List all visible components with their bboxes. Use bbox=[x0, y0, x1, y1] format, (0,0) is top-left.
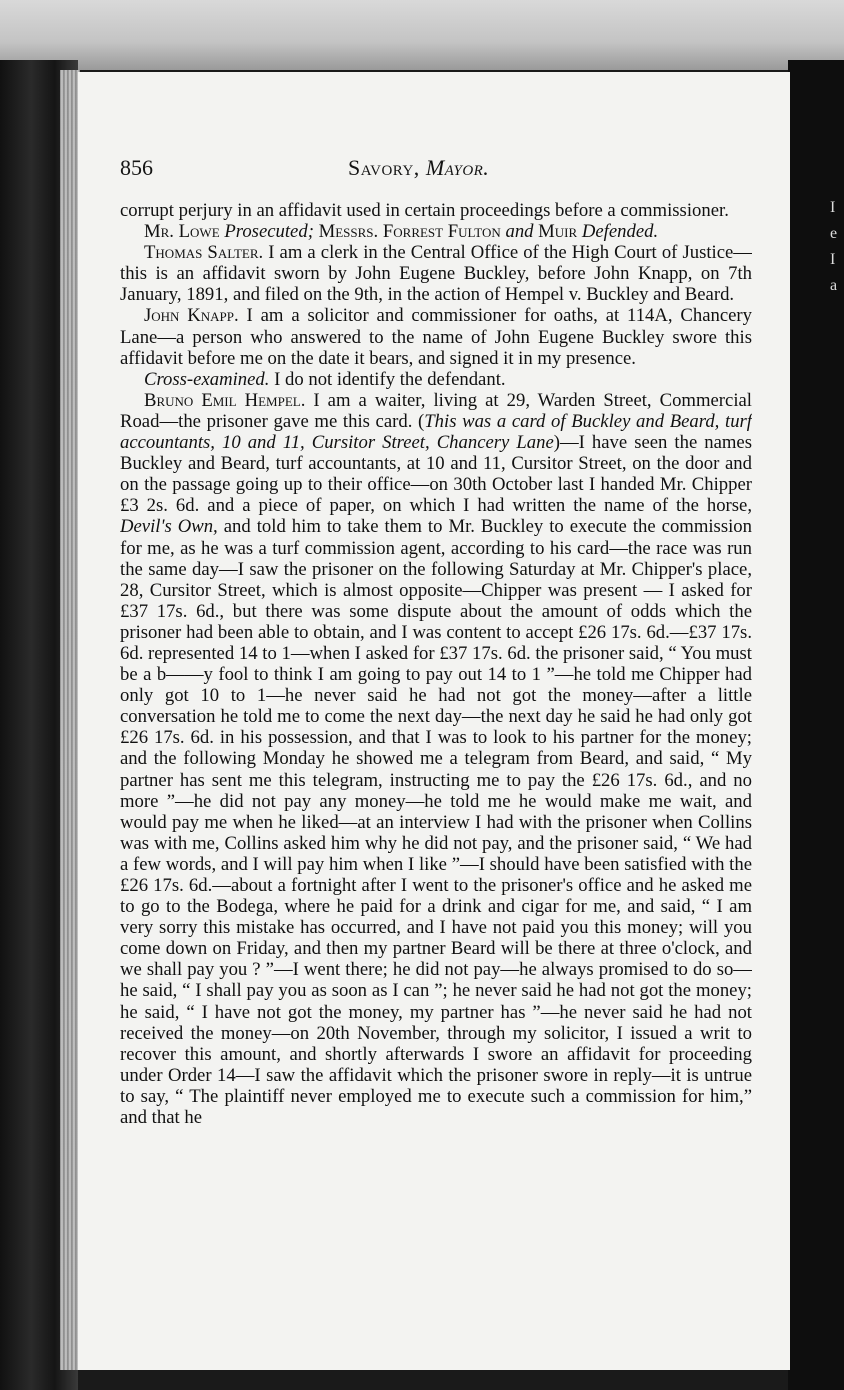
body-text bbox=[120, 200, 752, 1320]
defence-counsel-1: Messrs. Forrest Fulton bbox=[318, 221, 501, 243]
title-name: Savory, bbox=[348, 155, 420, 180]
hempel-testimony-b: )—I have seen the names Buckley and Beard, turf accountants, at 10 and 11, Cursitor Street, on the door and on the passage going up to their office—on 30th October last I handed Mr. Chipper £3 2s. 6d. and a piece of paper, on which I had written the name of the horse, bbox=[120, 432, 752, 517]
scan-background-top bbox=[0, 0, 844, 70]
card-description: This was a card of Buckley and Beard, turf accountants, 10 and 11, Cursitor Street, Chancery Lane bbox=[120, 410, 752, 454]
horse-name: Devil's Own, bbox=[120, 516, 218, 538]
running-head bbox=[120, 155, 760, 185]
witness-name-hempel: Bruno Emil Hempel. bbox=[144, 389, 306, 411]
witness-name-knapp: John Knapp. bbox=[144, 305, 239, 327]
hempel-testimony-a: I am a waiter, living at 29, Warden Street, Commercial Road—the prisoner gave me this card. ( bbox=[120, 389, 752, 432]
and-word: and bbox=[505, 221, 534, 243]
defended-label: Defended. bbox=[581, 221, 659, 243]
witness-name-salter: Thomas Salter. bbox=[144, 242, 264, 264]
salter-testimony: I am a clerk in the Central Office of the High Court of Justice—this is an affidavit sworn by John Eugene Buckley, before John Knapp, on 7th January, 1891, and filed on the 9th, in the action of Hempel v. Buckley and Beard. bbox=[120, 242, 752, 306]
fragment-letter: e bbox=[830, 225, 838, 242]
title-role: Mayor. bbox=[425, 155, 490, 180]
page-stack-edge bbox=[60, 70, 80, 1370]
fragment-letter: I bbox=[830, 199, 836, 216]
fragment-letter: a bbox=[830, 277, 838, 294]
paragraph-knapp bbox=[120, 305, 752, 368]
cross-examined-text: I do not identify the defendant. bbox=[269, 368, 506, 390]
paragraph-counsel bbox=[120, 221, 752, 242]
page-title bbox=[348, 155, 489, 181]
paragraph-hempel bbox=[120, 390, 752, 1128]
defence-counsel-2: Muir bbox=[538, 221, 578, 243]
prosecuted-label: Prosecuted; bbox=[224, 221, 314, 243]
paragraph-salter bbox=[120, 242, 752, 305]
fragment-letter: I bbox=[830, 251, 836, 268]
prosecution-counsel: Mr. Lowe bbox=[144, 221, 220, 243]
knapp-testimony: I am a solicitor and commissioner for oaths, at 114A, Chancery Lane—a person who answered to the name of John Eugene Buckley swore this affidavit before me on the date it bears, and signed it in my presence. bbox=[120, 305, 752, 369]
hempel-testimony-c: and told him to take them to Mr. Buckley to execute the commission for me, as he was a turf commission agent, according to his card—the race was run the same day—I saw the prisoner on the following Saturday at Mr. Chipper's place, 28, Cursitor Street, which is almost opposite—Chipper was present — I asked for £37 17s. 6d., but there was some dispute about the amount of odds which the prisoner had been able to obtain, and I was content to accept £26 17s. 6d.—£37 17s. 6d. represented 14 to 1—when I asked for £37 17s. 6d. the prisoner said, “ You must be a b——y fool to think I am going to pay out 14 to 1 ”—he told me Chipper had only got 10 to 1—he never said he had not got the money—after a little conversation he told me to come the next day—the next day he said he had only got £26 17s. 6d. in his possession, and that I was to look to his partner for the money; and the following Monday he showed me a telegram from Beard, and said, “ My partner has sent me this telegram, instructing me to pay the £26 17s. 6d., and no more ”—he did not pay any money—he told me he would make me wait, and would pay me when he liked—at an interview I had with the prisoner when Collins was with me, Collins asked him why he did not pay, and the prisoner said, “ We had a few words, and I will pay him when I like ”—I should have been satisfied with the £26 17s. 6d.—about a fortnight after I went to the prisoner's office and he asked me to go to the Bodega, where he paid for a drink and cigar for me, and said, “ I am very sorry this mistake has occurred, and I have not paid you this money; will you come down on Friday, and then my partner Beard will be there at three o'clock, and we shall pay you ? ”—I went there; he did not pay—he always promised to do so—he said, “ I shall pay you as soon as I can ”; he never said he had not got the money; he said, “ I have not got the money, my partner has ”—he never said he had not received the money—on 20th November, through my solicitor, I issued a writ to recover this amount, and shortly afterwards I swore an affidavit for proceeding under Order 14—I saw the affidavit which the prisoner swore in reply—it is untrue to say, “ The plaintiff never employed me to execute such a commission for him,” and that he bbox=[120, 516, 752, 1129]
paragraph-opening: corrupt perjury in an affidavit used in certain proceedings before a commissioner. bbox=[120, 200, 729, 221]
paragraph-cross-examined bbox=[120, 369, 752, 390]
facing-page-fragment bbox=[830, 195, 844, 299]
page-number: 856 bbox=[120, 155, 153, 180]
cross-examined-label: Cross-examined. bbox=[144, 368, 270, 390]
